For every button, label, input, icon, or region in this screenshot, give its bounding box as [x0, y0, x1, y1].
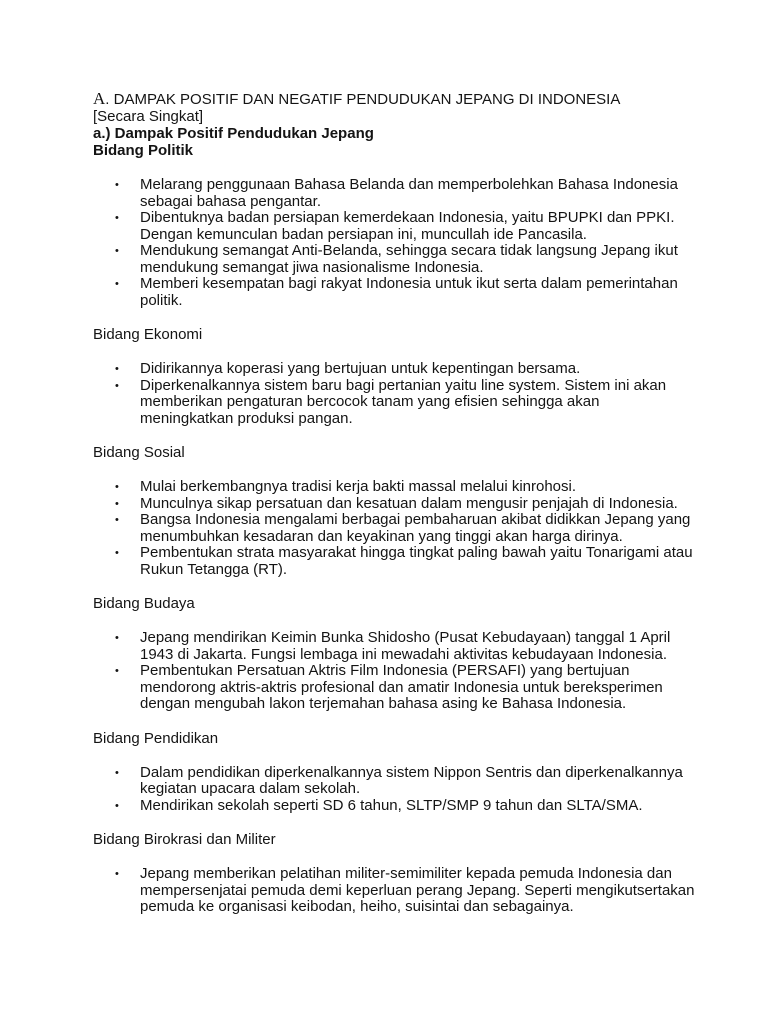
section-heading: Bidang Pendidikan — [93, 729, 219, 747]
list-item — [93, 798, 695, 815]
list-item — [93, 276, 695, 309]
spacer — [93, 343, 693, 361]
bullet-list — [93, 361, 693, 427]
bullet-icon: • — [115, 179, 119, 191]
list-item-text: Jepang mendirikan Keimin Bunka Shidosho (Pusat Kebudayaan) tanggal 1 April 1943 di Jakarta. Fungsi lembaga ini mewadahi aktivitas kebudayaan Indonesia. — [140, 629, 671, 663]
spacer — [93, 578, 693, 595]
list-item-text: Mendirikan sekolah seperti SD 6 tahun, SLTP/SMP 9 tahun dan SLTA/SMA. — [140, 796, 643, 814]
list-item-text: Dibentuknya badan persiapan kemerdekaan Indonesia, yaitu BPUPKI dan PPKI. Dengan kemunculan badan persiapan ini, muncullah ide Pancasila. — [140, 209, 675, 243]
section-heading: Bidang Sosial — [93, 444, 185, 461]
spacer — [93, 713, 693, 730]
bullet-icon: • — [115, 278, 119, 290]
section-heading: Bidang Politik — [93, 142, 194, 159]
heading-text: . DAMPAK POSITIF DAN NEGATIF PENDUDUKAN JEPANG DI INDONESIA — [105, 91, 621, 108]
list-item-text: Munculnya sikap persatuan dan kesatuan dalam mengusir penjajah di Indonesia. — [140, 494, 678, 512]
list-item — [93, 479, 695, 496]
document-page — [93, 90, 693, 916]
bullet-icon: • — [115, 497, 119, 510]
bullet-icon: • — [115, 245, 119, 257]
list-item-text: Mendukung semangat Anti-Belanda, sehingga secara tidak langsung Jepang ikut mendukung semangat jiwa nasionalisme Indonesia. — [140, 242, 678, 276]
spacer — [93, 461, 693, 479]
bullet-icon: • — [115, 632, 119, 644]
bullet-icon: • — [115, 212, 119, 224]
section-heading: Bidang Birokrasi dan Militer — [93, 831, 276, 848]
list-item — [93, 378, 695, 428]
document-subtitle: [Secara Singkat] — [93, 108, 204, 125]
bullet-icon: • — [115, 766, 119, 779]
bullet-list — [93, 177, 693, 309]
document-heading — [93, 90, 693, 108]
list-item-text: Mulai berkembangnya tradisi kerja bakti massal melalui kinrohosi. — [140, 478, 577, 495]
bullet-icon: • — [115, 547, 119, 559]
spacer — [93, 612, 693, 630]
list-item — [93, 512, 695, 545]
spacer — [93, 814, 693, 831]
list-item — [93, 177, 695, 210]
bullet-icon: • — [115, 868, 119, 880]
sections-container — [93, 142, 693, 916]
bullet-list — [93, 866, 693, 916]
list-item-text: Diperkenalkannya sistem baru bagi pertanian yaitu line system. Sistem ini akan memberikan pengaturan bercocok tanam yang efisien sehingga akan meningkatkan produksi pangan. — [140, 376, 667, 427]
spacer — [93, 848, 693, 866]
bullet-list — [93, 630, 693, 713]
bullet-icon: • — [115, 379, 119, 392]
section-heading: Bidang Ekonomi — [93, 326, 203, 343]
list-item — [93, 765, 695, 798]
list-item-text: Pembentukan strata masyarakat hingga tingkat paling bawah yaitu Tonarigami atau Rukun Tetangga (RT). — [140, 544, 693, 578]
bullet-icon: • — [115, 799, 119, 812]
bullet-icon: • — [115, 514, 119, 526]
list-item-text: Jepang memberikan pelatihan militer-semimiliter kepada pemuda Indonesia dan mempersenjatai pemuda demi keperluan perang Jepang. Seperti mengikutsertakan pemuda ke organisasi keibodan, heiho, suisintai dan sebagainya. — [140, 865, 695, 915]
list-item — [93, 663, 695, 713]
spacer — [93, 747, 693, 765]
list-item-text: Melarang penggunaan Bahasa Belanda dan memperbolehkan Bahasa Indonesia sebagai bahasa pengantar. — [140, 176, 678, 210]
spacer — [93, 427, 693, 444]
list-item-text: Memberi kesempatan bagi rakyat Indonesia untuk ikut serta dalam pemerintahan politik. — [140, 275, 678, 309]
bullet-list — [93, 765, 693, 815]
section-title: a.) Dampak Positif Pendudukan Jepang — [93, 125, 374, 142]
list-item — [93, 361, 695, 378]
list-item — [93, 866, 695, 916]
spacer — [93, 159, 693, 177]
heading-letter: A — [93, 89, 106, 108]
bullet-icon: • — [115, 665, 119, 677]
list-item-text: Pembentukan Persatuan Aktris Film Indonesia (PERSAFI) yang bertujuan mendorong aktris-aktris profesional dan amatir Indonesia untuk bereksperimen dengan mengubah lakon terjemahan bahasa asing ke Bahasa Indonesia. — [140, 662, 663, 712]
spacer — [93, 309, 693, 326]
list-item-text: Dalam pendidikan diperkenalkannya sistem Nippon Sentris dan diperkenalkannya kegiatan upacara dalam sekolah. — [140, 763, 683, 797]
list-item-text: Didirikannya koperasi yang bertujuan untuk kepentingan bersama. — [140, 360, 581, 377]
bullet-icon: • — [115, 363, 119, 375]
list-item — [93, 210, 695, 243]
list-item — [93, 545, 695, 578]
list-item — [93, 243, 695, 276]
list-item-text: Bangsa Indonesia mengalami berbagai pembaharuan akibat didikkan Jepang yang menumbuhkan kesadaran dan keyakinan yang tinggi akan harga dirinya. — [140, 511, 691, 545]
list-item — [93, 496, 695, 513]
section-heading: Bidang Budaya — [93, 595, 195, 612]
list-item — [93, 630, 695, 663]
bullet-icon: • — [115, 481, 119, 493]
bullet-list — [93, 479, 693, 578]
